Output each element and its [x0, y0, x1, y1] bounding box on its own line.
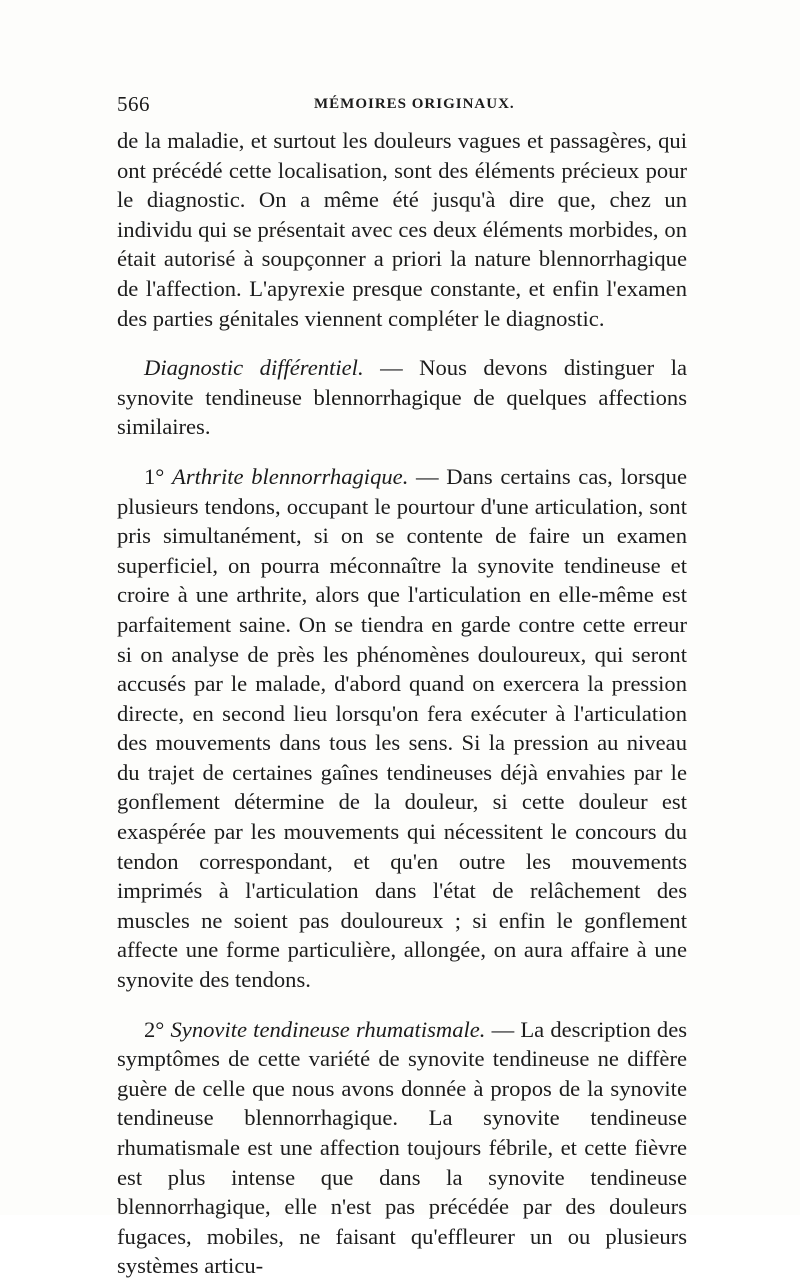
- section-heading: Arthrite blennorrhagique.: [172, 463, 409, 489]
- page-number: 566: [117, 92, 150, 116]
- list-number: 2°: [144, 1016, 171, 1042]
- paragraph-text: de la maladie, et surtout les douleurs vagues et passagères, qui ont précédé cette localisation, sont des éléments précieux pour le diagnostic. On a même été jusqu'à dire que, chez un individu qui se présentait avec ces deux éléments morbides, on était autorisé à soupçonner a priori la nature blennorrhagique de l'affection. L'apyrexie presque constante, et enfin l'examen des parties génitales viennent compléter le diagnostic.: [117, 128, 687, 331]
- paragraph-differential-diagnosis: [117, 353, 687, 442]
- running-title: MÉMOIRES ORIGINAUX.: [314, 96, 515, 112]
- body-text: [117, 126, 687, 1281]
- paragraph-synovite-rhumatismale: [117, 1015, 687, 1281]
- paragraph-text: — Nous devons distinguer la synovite tendineuse blennorrhagique de quelques affections similaires.: [117, 355, 688, 440]
- paragraph-arthrite: [117, 462, 687, 995]
- paragraph-text: — La description des symptômes de cette variété de synovite tendineuse ne diffère guère de celle que nous avons donnée à propos de la synovite tendineuse blennorrhagique. La synovite tendineuse rhumatismale est une affection toujours fébrile, et cette fièvre est plus intense que dans la synovite tendineuse blennorrhagique, elle n'est pas précédée par des douleurs fugaces, mobiles, ne faisant qu'effleurer un ou plusieurs systèmes articu-: [117, 1016, 688, 1279]
- paragraph-text: — Dans certains cas, lorsque plusieurs tendons, occupant le pourtour d'une articulation, sont pris simultanément, si on se contente de faire un examen superficiel, on pourra méconnaître la synovite tendineuse et croire à une arthrite, alors que l'articulation en elle-même est parfaitement saine. On se tiendra en garde contre cette erreur si on analyse de près les phénomènes douloureux, qui seront accusés par le malade, d'abord quand on exercera la pression directe, en second lieu lorsqu'on fera exécuter à l'articulation des mouvements dans tous les sens. Si la pression au niveau du trajet de certaines gaînes tendineuses déjà envahies par le gonflement détermine de la douleur, si cette douleur est exaspérée par les mouvements qui nécessitent le concours du tendon correspondant, et qu'en outre les mouvements imprimés à l'articulation dans l'état de relâchement des muscles ne soient pas douloureux ; si enfin le gonflement affecte une forme particulière, allongée, on aura affaire à une synovite des tendons.: [117, 463, 687, 993]
- list-number: 1°: [144, 463, 173, 489]
- paragraph-continuation: [117, 126, 687, 333]
- section-heading: Diagnostic différentiel.: [144, 355, 364, 381]
- running-head: [117, 92, 687, 118]
- section-heading: Synovite tendineuse rhumatismale.: [170, 1016, 486, 1042]
